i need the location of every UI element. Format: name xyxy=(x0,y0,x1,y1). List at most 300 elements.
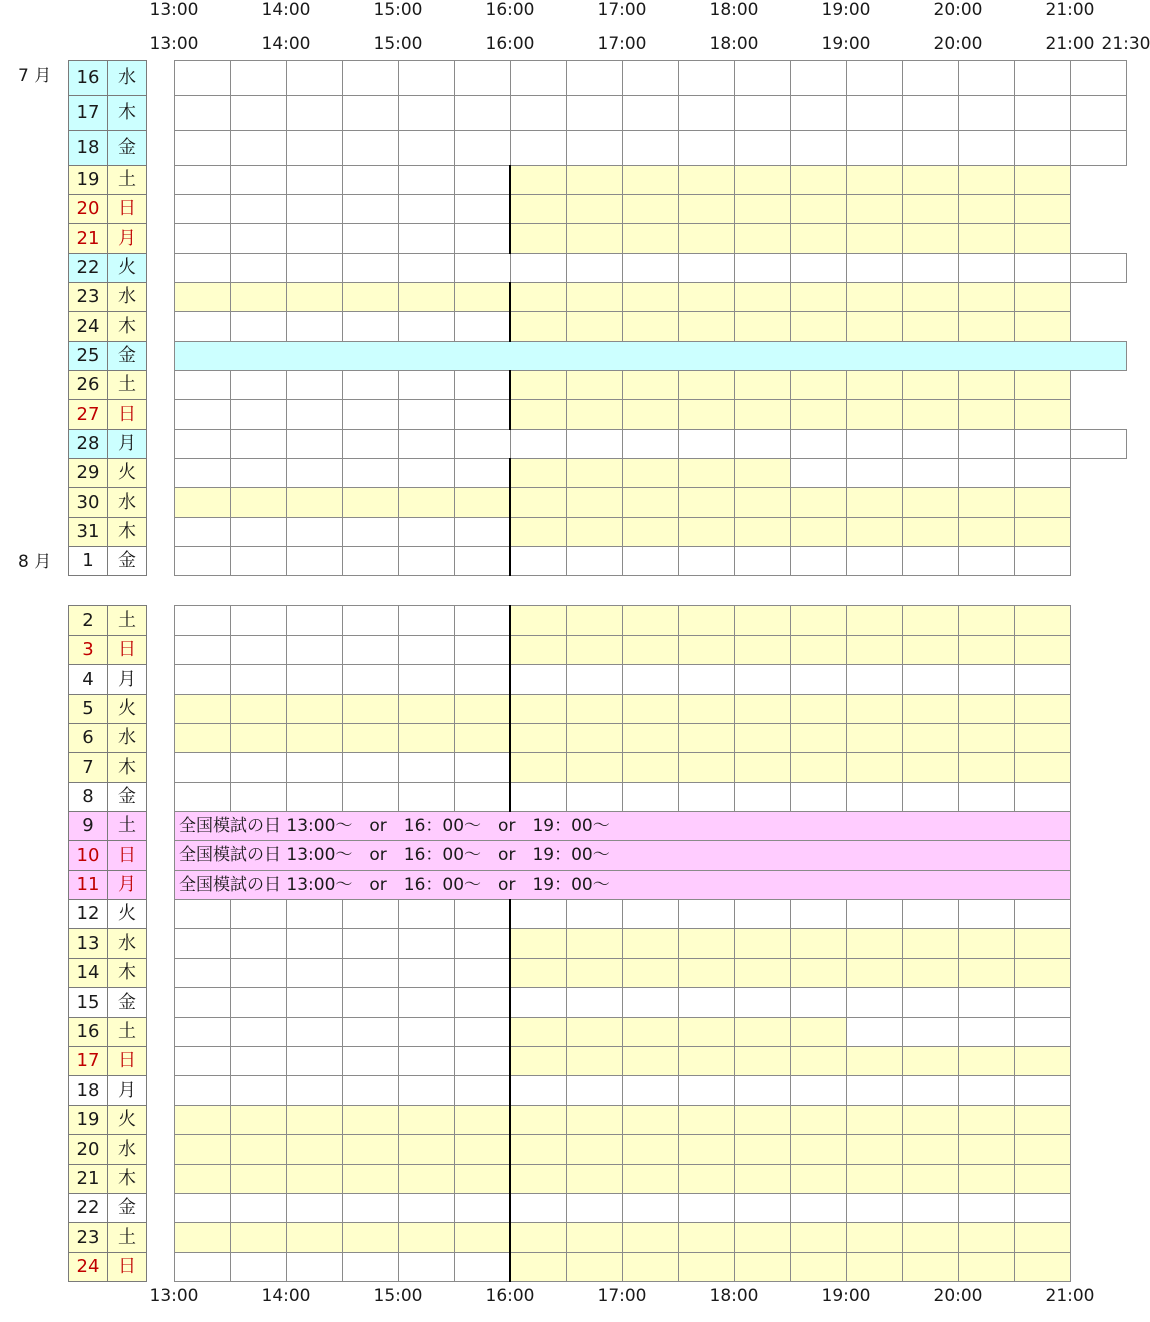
time-slot[interactable] xyxy=(734,546,791,576)
time-slot[interactable] xyxy=(622,487,679,518)
time-slot[interactable] xyxy=(678,1193,735,1223)
time-slot[interactable] xyxy=(174,95,231,131)
time-slot[interactable] xyxy=(902,223,959,254)
time-slot[interactable] xyxy=(734,311,791,342)
time-slot[interactable] xyxy=(174,694,231,724)
time-slot[interactable] xyxy=(286,1017,343,1047)
time-slot[interactable] xyxy=(1070,95,1127,131)
time-slot[interactable] xyxy=(622,987,679,1018)
time-slot[interactable] xyxy=(790,1075,847,1106)
time-slot[interactable] xyxy=(174,723,231,753)
time-slot[interactable] xyxy=(510,1105,567,1135)
time-slot[interactable] xyxy=(398,1134,455,1165)
time-slot[interactable] xyxy=(398,1164,455,1194)
time-slot[interactable] xyxy=(846,752,903,783)
time-slot[interactable] xyxy=(454,1252,511,1282)
time-slot[interactable] xyxy=(1014,223,1071,254)
time-slot[interactable] xyxy=(454,782,511,812)
time-slot[interactable] xyxy=(790,487,847,518)
time-slot[interactable] xyxy=(566,899,623,929)
time-slot[interactable] xyxy=(342,635,399,665)
time-slot[interactable] xyxy=(566,458,623,488)
time-slot[interactable] xyxy=(734,635,791,665)
time-slot[interactable] xyxy=(678,1252,735,1282)
time-slot[interactable] xyxy=(398,928,455,959)
time-slot[interactable] xyxy=(230,1017,287,1047)
time-slot[interactable] xyxy=(230,1105,287,1135)
time-slot[interactable] xyxy=(174,987,231,1018)
time-slot[interactable] xyxy=(1014,1193,1071,1223)
time-slot[interactable] xyxy=(398,429,455,459)
time-slot[interactable] xyxy=(286,282,343,312)
time-slot[interactable] xyxy=(678,194,735,224)
time-slot[interactable] xyxy=(566,60,623,96)
time-slot[interactable] xyxy=(454,605,511,636)
time-slot[interactable] xyxy=(454,752,511,783)
time-slot[interactable] xyxy=(566,487,623,518)
time-slot[interactable] xyxy=(1014,95,1071,131)
time-slot[interactable] xyxy=(342,487,399,518)
time-slot[interactable] xyxy=(230,487,287,518)
time-slot[interactable] xyxy=(342,1222,399,1253)
time-slot[interactable] xyxy=(174,1075,231,1106)
time-slot[interactable] xyxy=(342,605,399,636)
time-slot[interactable] xyxy=(454,635,511,665)
time-slot[interactable] xyxy=(622,782,679,812)
time-slot[interactable] xyxy=(902,1075,959,1106)
time-slot[interactable] xyxy=(342,399,399,430)
time-slot[interactable] xyxy=(1014,752,1071,783)
time-slot[interactable] xyxy=(174,928,231,959)
time-slot[interactable] xyxy=(902,517,959,547)
time-slot[interactable] xyxy=(174,253,231,283)
time-slot[interactable] xyxy=(1014,694,1071,724)
time-slot[interactable] xyxy=(230,546,287,576)
time-slot[interactable] xyxy=(230,635,287,665)
time-slot[interactable] xyxy=(678,605,735,636)
time-slot[interactable] xyxy=(566,1193,623,1223)
time-slot[interactable] xyxy=(342,664,399,695)
time-slot[interactable] xyxy=(790,429,847,459)
time-slot[interactable] xyxy=(398,723,455,753)
time-slot[interactable] xyxy=(174,370,231,400)
time-slot[interactable] xyxy=(342,1193,399,1223)
time-slot[interactable] xyxy=(398,1046,455,1076)
time-slot[interactable] xyxy=(902,899,959,929)
time-slot[interactable] xyxy=(566,635,623,665)
time-slot[interactable] xyxy=(510,223,567,254)
time-slot[interactable] xyxy=(846,370,903,400)
time-slot[interactable] xyxy=(678,130,735,166)
time-slot[interactable] xyxy=(398,664,455,695)
time-slot[interactable] xyxy=(510,928,567,959)
time-slot[interactable] xyxy=(1014,130,1071,166)
time-slot[interactable] xyxy=(454,253,511,283)
time-slot[interactable] xyxy=(230,165,287,195)
time-slot[interactable] xyxy=(846,958,903,988)
time-slot[interactable] xyxy=(958,1046,1015,1076)
time-slot[interactable] xyxy=(398,1105,455,1135)
time-slot[interactable] xyxy=(734,130,791,166)
time-slot[interactable] xyxy=(622,752,679,783)
time-slot[interactable] xyxy=(622,723,679,753)
time-slot[interactable] xyxy=(902,1193,959,1223)
time-slot[interactable] xyxy=(622,1075,679,1106)
time-slot[interactable] xyxy=(958,60,1015,96)
time-slot[interactable] xyxy=(622,223,679,254)
time-slot[interactable] xyxy=(734,899,791,929)
time-slot[interactable] xyxy=(342,782,399,812)
time-slot[interactable] xyxy=(510,429,567,459)
time-slot[interactable] xyxy=(454,517,511,547)
time-slot[interactable] xyxy=(398,1193,455,1223)
time-slot[interactable] xyxy=(902,987,959,1018)
time-slot[interactable] xyxy=(230,782,287,812)
time-slot[interactable] xyxy=(398,899,455,929)
time-slot[interactable] xyxy=(286,95,343,131)
time-slot[interactable] xyxy=(454,1075,511,1106)
time-slot[interactable] xyxy=(734,370,791,400)
time-slot[interactable] xyxy=(342,60,399,96)
time-slot[interactable] xyxy=(174,130,231,166)
time-slot[interactable] xyxy=(398,223,455,254)
time-slot[interactable] xyxy=(454,399,511,430)
time-slot[interactable] xyxy=(174,399,231,430)
time-slot[interactable] xyxy=(678,1134,735,1165)
time-slot[interactable] xyxy=(846,928,903,959)
time-slot[interactable] xyxy=(622,694,679,724)
time-slot[interactable] xyxy=(790,958,847,988)
time-slot[interactable] xyxy=(566,782,623,812)
time-slot[interactable] xyxy=(790,253,847,283)
time-slot[interactable] xyxy=(286,899,343,929)
time-slot[interactable] xyxy=(510,723,567,753)
time-slot[interactable] xyxy=(622,928,679,959)
time-slot[interactable] xyxy=(174,223,231,254)
time-slot[interactable] xyxy=(342,253,399,283)
time-slot[interactable] xyxy=(678,311,735,342)
time-slot[interactable] xyxy=(398,605,455,636)
time-slot[interactable] xyxy=(510,282,567,312)
time-slot[interactable] xyxy=(454,130,511,166)
time-slot[interactable] xyxy=(734,958,791,988)
time-slot[interactable] xyxy=(734,723,791,753)
time-slot[interactable] xyxy=(734,487,791,518)
time-slot[interactable] xyxy=(566,1046,623,1076)
time-slot[interactable] xyxy=(846,282,903,312)
time-slot[interactable] xyxy=(454,928,511,959)
time-slot[interactable] xyxy=(846,429,903,459)
time-slot[interactable] xyxy=(398,782,455,812)
time-slot[interactable] xyxy=(902,664,959,695)
time-slot[interactable] xyxy=(678,635,735,665)
time-slot[interactable] xyxy=(678,1017,735,1047)
time-slot[interactable] xyxy=(174,1252,231,1282)
time-slot[interactable] xyxy=(846,165,903,195)
time-slot[interactable] xyxy=(846,635,903,665)
time-slot[interactable] xyxy=(734,694,791,724)
time-slot[interactable] xyxy=(958,1252,1015,1282)
time-slot[interactable] xyxy=(734,1134,791,1165)
time-slot[interactable] xyxy=(902,311,959,342)
time-slot[interactable] xyxy=(1014,311,1071,342)
time-slot[interactable] xyxy=(902,958,959,988)
time-slot[interactable] xyxy=(622,1017,679,1047)
time-slot[interactable] xyxy=(678,95,735,131)
time-slot[interactable] xyxy=(174,1134,231,1165)
time-slot[interactable] xyxy=(174,487,231,518)
time-slot[interactable] xyxy=(286,223,343,254)
time-slot[interactable] xyxy=(398,311,455,342)
time-slot[interactable] xyxy=(398,399,455,430)
time-slot[interactable] xyxy=(958,311,1015,342)
time-slot[interactable] xyxy=(902,1222,959,1253)
time-slot[interactable] xyxy=(286,987,343,1018)
time-slot[interactable] xyxy=(174,782,231,812)
time-slot[interactable] xyxy=(510,311,567,342)
time-slot[interactable] xyxy=(678,429,735,459)
time-slot[interactable] xyxy=(622,282,679,312)
time-slot[interactable] xyxy=(958,987,1015,1018)
time-slot[interactable] xyxy=(230,987,287,1018)
time-slot[interactable] xyxy=(790,899,847,929)
time-slot[interactable] xyxy=(622,1222,679,1253)
time-slot[interactable] xyxy=(1070,253,1127,283)
time-slot[interactable] xyxy=(958,1017,1015,1047)
time-slot[interactable] xyxy=(566,928,623,959)
time-slot[interactable] xyxy=(398,165,455,195)
time-slot[interactable] xyxy=(902,60,959,96)
time-slot[interactable] xyxy=(510,635,567,665)
time-slot[interactable] xyxy=(790,223,847,254)
time-slot[interactable] xyxy=(286,429,343,459)
time-slot[interactable] xyxy=(846,899,903,929)
time-slot[interactable] xyxy=(846,1134,903,1165)
time-slot[interactable] xyxy=(622,253,679,283)
time-slot[interactable] xyxy=(1014,253,1071,283)
time-slot[interactable] xyxy=(1070,429,1127,459)
time-slot[interactable] xyxy=(678,399,735,430)
time-slot[interactable] xyxy=(454,1017,511,1047)
time-slot[interactable] xyxy=(958,1134,1015,1165)
time-slot[interactable] xyxy=(678,517,735,547)
time-slot[interactable] xyxy=(846,1046,903,1076)
time-slot[interactable] xyxy=(510,664,567,695)
time-slot[interactable] xyxy=(510,253,567,283)
time-slot[interactable] xyxy=(286,928,343,959)
time-slot[interactable] xyxy=(734,1017,791,1047)
time-slot[interactable] xyxy=(678,1164,735,1194)
time-slot[interactable] xyxy=(454,1164,511,1194)
time-slot[interactable] xyxy=(734,1252,791,1282)
time-slot[interactable] xyxy=(622,546,679,576)
time-slot[interactable] xyxy=(734,987,791,1018)
time-slot[interactable] xyxy=(286,605,343,636)
time-slot[interactable] xyxy=(1014,370,1071,400)
time-slot[interactable] xyxy=(230,899,287,929)
time-slot[interactable] xyxy=(566,987,623,1018)
time-slot[interactable] xyxy=(1014,165,1071,195)
time-slot[interactable] xyxy=(286,782,343,812)
time-slot[interactable] xyxy=(230,223,287,254)
time-slot[interactable] xyxy=(902,605,959,636)
time-slot[interactable] xyxy=(902,1252,959,1282)
time-slot[interactable] xyxy=(790,1017,847,1047)
time-slot[interactable] xyxy=(510,458,567,488)
time-slot[interactable] xyxy=(1014,194,1071,224)
time-slot[interactable] xyxy=(342,546,399,576)
time-slot[interactable] xyxy=(454,1134,511,1165)
time-slot[interactable] xyxy=(230,311,287,342)
time-slot[interactable] xyxy=(678,694,735,724)
time-slot[interactable] xyxy=(174,899,231,929)
time-slot[interactable] xyxy=(398,694,455,724)
time-slot[interactable] xyxy=(230,694,287,724)
time-slot[interactable] xyxy=(1014,899,1071,929)
time-slot[interactable] xyxy=(846,95,903,131)
time-slot[interactable] xyxy=(398,1017,455,1047)
time-slot[interactable] xyxy=(790,928,847,959)
time-slot[interactable] xyxy=(1014,1017,1071,1047)
time-slot[interactable] xyxy=(286,635,343,665)
time-slot[interactable] xyxy=(958,370,1015,400)
time-slot[interactable] xyxy=(902,723,959,753)
time-slot[interactable] xyxy=(342,1046,399,1076)
time-slot[interactable] xyxy=(846,60,903,96)
time-slot[interactable] xyxy=(174,165,231,195)
time-slot[interactable] xyxy=(958,517,1015,547)
time-slot[interactable] xyxy=(230,1193,287,1223)
time-slot[interactable] xyxy=(734,282,791,312)
time-slot[interactable] xyxy=(510,60,567,96)
time-slot[interactable] xyxy=(1070,130,1127,166)
time-slot[interactable] xyxy=(510,987,567,1018)
time-slot[interactable] xyxy=(678,928,735,959)
time-slot[interactable] xyxy=(678,1075,735,1106)
time-slot[interactable] xyxy=(342,370,399,400)
time-slot[interactable] xyxy=(622,311,679,342)
time-slot[interactable] xyxy=(566,752,623,783)
time-slot[interactable] xyxy=(734,194,791,224)
time-slot[interactable] xyxy=(622,517,679,547)
time-slot[interactable] xyxy=(958,165,1015,195)
time-slot[interactable] xyxy=(958,130,1015,166)
time-slot[interactable] xyxy=(174,458,231,488)
time-slot[interactable] xyxy=(342,1017,399,1047)
time-slot[interactable] xyxy=(230,429,287,459)
time-slot[interactable] xyxy=(958,1105,1015,1135)
time-slot[interactable] xyxy=(790,165,847,195)
time-slot[interactable] xyxy=(286,370,343,400)
time-slot[interactable] xyxy=(286,1252,343,1282)
time-slot[interactable] xyxy=(1014,429,1071,459)
time-slot[interactable] xyxy=(846,782,903,812)
time-slot[interactable] xyxy=(342,429,399,459)
time-slot[interactable] xyxy=(902,1105,959,1135)
time-slot[interactable] xyxy=(174,311,231,342)
time-slot[interactable] xyxy=(1014,987,1071,1018)
time-slot[interactable] xyxy=(566,694,623,724)
time-slot[interactable] xyxy=(734,429,791,459)
time-slot[interactable] xyxy=(846,723,903,753)
time-slot[interactable] xyxy=(286,165,343,195)
time-slot[interactable] xyxy=(734,1222,791,1253)
time-slot[interactable] xyxy=(454,487,511,518)
time-slot[interactable] xyxy=(510,95,567,131)
time-slot[interactable] xyxy=(230,458,287,488)
time-slot[interactable] xyxy=(622,165,679,195)
time-slot[interactable] xyxy=(958,1164,1015,1194)
time-slot[interactable] xyxy=(622,194,679,224)
time-slot[interactable] xyxy=(566,546,623,576)
time-slot[interactable] xyxy=(566,1134,623,1165)
time-slot[interactable] xyxy=(902,458,959,488)
time-slot[interactable] xyxy=(342,1252,399,1282)
time-slot[interactable] xyxy=(622,458,679,488)
time-slot[interactable] xyxy=(566,223,623,254)
time-slot[interactable] xyxy=(958,487,1015,518)
time-slot[interactable] xyxy=(902,1164,959,1194)
time-slot[interactable] xyxy=(790,399,847,430)
time-slot[interactable] xyxy=(342,899,399,929)
time-slot[interactable] xyxy=(622,1252,679,1282)
time-slot[interactable] xyxy=(734,664,791,695)
time-slot[interactable] xyxy=(398,458,455,488)
time-slot[interactable] xyxy=(734,253,791,283)
time-slot[interactable] xyxy=(510,517,567,547)
time-slot[interactable] xyxy=(286,1164,343,1194)
time-slot[interactable] xyxy=(454,1105,511,1135)
time-slot[interactable] xyxy=(958,95,1015,131)
time-slot[interactable] xyxy=(566,1105,623,1135)
time-slot[interactable] xyxy=(790,635,847,665)
time-slot[interactable] xyxy=(622,899,679,929)
time-slot[interactable] xyxy=(846,130,903,166)
time-slot[interactable] xyxy=(958,429,1015,459)
time-slot[interactable] xyxy=(790,1222,847,1253)
time-slot[interactable] xyxy=(678,223,735,254)
time-slot[interactable] xyxy=(510,487,567,518)
time-slot[interactable] xyxy=(678,458,735,488)
time-slot[interactable] xyxy=(734,458,791,488)
time-slot[interactable] xyxy=(1014,399,1071,430)
time-slot[interactable] xyxy=(454,223,511,254)
time-slot[interactable] xyxy=(510,1017,567,1047)
time-slot[interactable] xyxy=(622,605,679,636)
time-slot[interactable] xyxy=(342,95,399,131)
time-slot[interactable] xyxy=(902,1134,959,1165)
time-slot[interactable] xyxy=(846,194,903,224)
time-slot[interactable] xyxy=(342,458,399,488)
full-day-bar[interactable] xyxy=(174,341,1127,371)
time-slot[interactable] xyxy=(622,664,679,695)
time-slot[interactable] xyxy=(678,487,735,518)
time-slot[interactable] xyxy=(846,987,903,1018)
time-slot[interactable] xyxy=(678,546,735,576)
time-slot[interactable] xyxy=(958,752,1015,783)
time-slot[interactable] xyxy=(454,458,511,488)
time-slot[interactable] xyxy=(622,399,679,430)
time-slot[interactable] xyxy=(678,60,735,96)
time-slot[interactable] xyxy=(398,60,455,96)
time-slot[interactable] xyxy=(958,958,1015,988)
time-slot[interactable] xyxy=(510,605,567,636)
time-slot[interactable] xyxy=(790,282,847,312)
time-slot[interactable] xyxy=(902,928,959,959)
time-slot[interactable] xyxy=(230,605,287,636)
time-slot[interactable] xyxy=(230,1046,287,1076)
time-slot[interactable] xyxy=(398,546,455,576)
